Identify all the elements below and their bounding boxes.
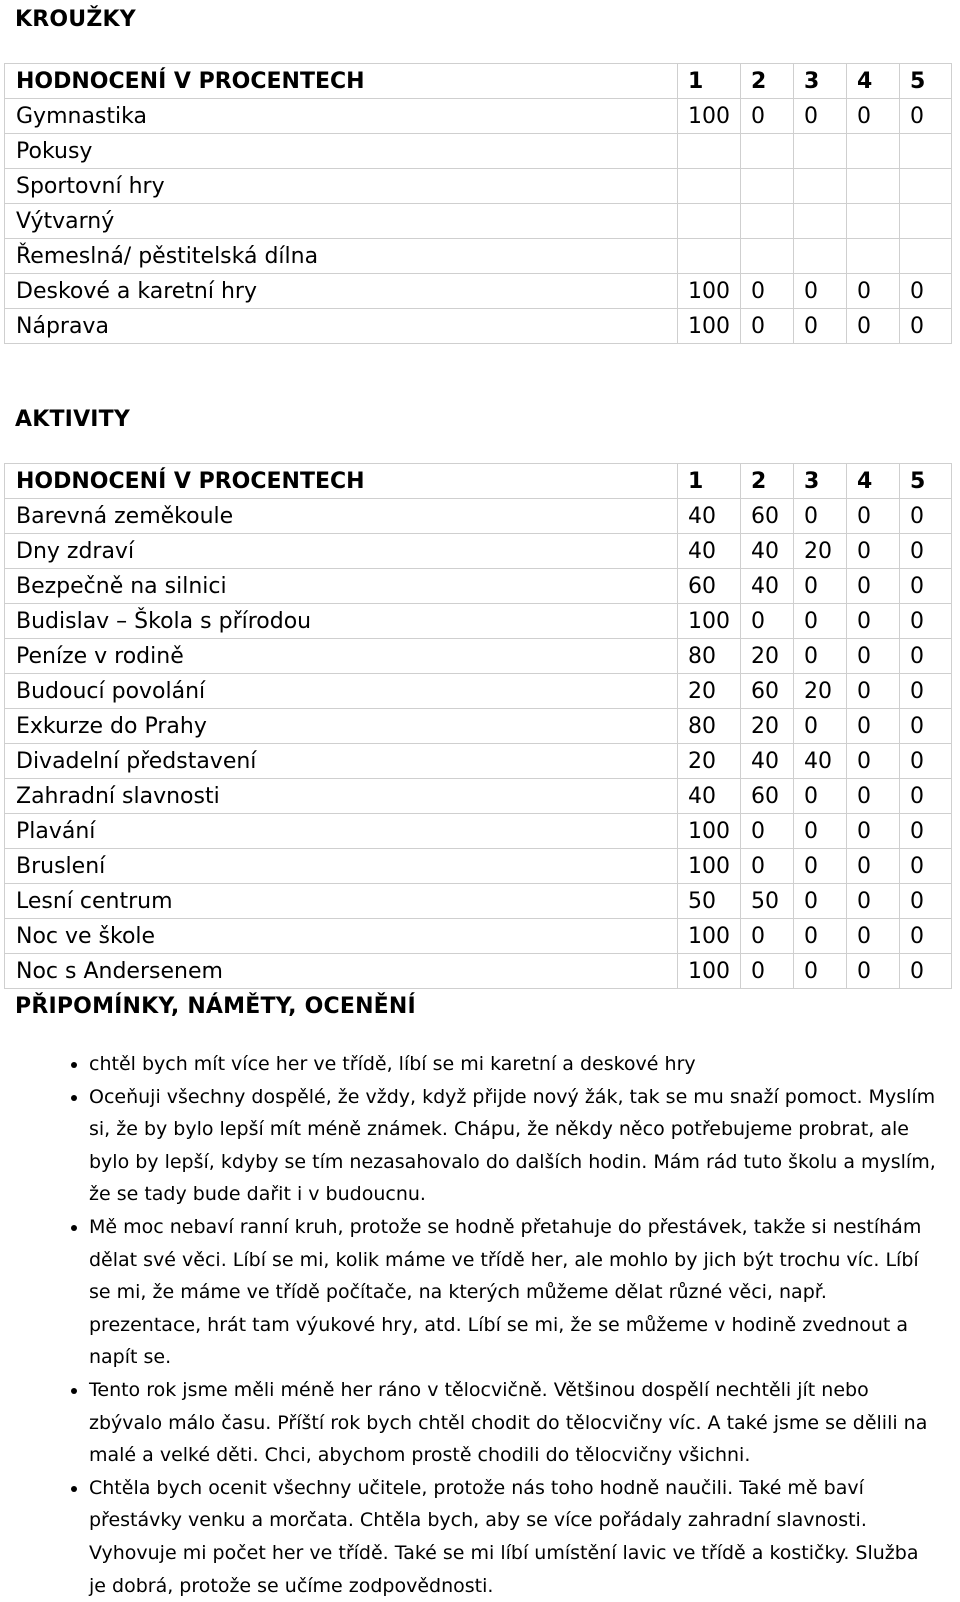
rating-cell-1: 100 xyxy=(678,99,741,134)
table-row xyxy=(5,709,952,744)
rating-cell-4: 0 xyxy=(847,309,900,344)
rating-cell-2 xyxy=(741,169,794,204)
row-label-cell: Bruslení xyxy=(5,849,678,884)
rating-cell-5 xyxy=(900,169,952,204)
row-label-cell: Peníze v rodině xyxy=(5,639,678,674)
row-label-cell: Noc s Andersenem xyxy=(5,954,678,989)
row-label-cell: Plavání xyxy=(5,814,678,849)
rating-cell-3 xyxy=(794,134,847,169)
rating-cell-3: 20 xyxy=(794,534,847,569)
aktivity-table xyxy=(4,463,952,989)
rating-cell-5: 0 xyxy=(900,604,952,639)
table-row xyxy=(5,919,952,954)
rating-cell-3: 3 xyxy=(794,64,847,99)
section-title-pripominky: PŘIPOMÍNKY, NÁMĚTY, OCENĚNÍ xyxy=(15,994,416,1019)
rating-cell-3: 0 xyxy=(794,709,847,744)
rating-cell-1 xyxy=(678,239,741,274)
list-item: • Mě moc nebaví ranní kruh, protože se hodně přetahuje do přestávek, takže si nestíhám dělat své věci. Líbí se mi, kolik máme ve třídě her, ale mohlo by jich být trochu víc. Líbí se mi, že máme ve třídě počítače, na kterých můžeme dělat různé věci, např. prezentace, hrát tam výukové hry, atd. Líbí se mi, že se můžeme v hodině zvednout a napít se. xyxy=(89,1211,940,1374)
table-row xyxy=(5,849,952,884)
rating-cell-3: 0 xyxy=(794,779,847,814)
rating-cell-2: 0 xyxy=(741,919,794,954)
row-label-cell: Řemeslná/ pěstitelská dílna xyxy=(5,239,678,274)
rating-cell-3: 0 xyxy=(794,814,847,849)
rating-cell-1: 100 xyxy=(678,849,741,884)
rating-cell-4: 0 xyxy=(847,744,900,779)
rating-cell-2: 20 xyxy=(741,709,794,744)
rating-cell-1 xyxy=(678,134,741,169)
rating-cell-1: 100 xyxy=(678,309,741,344)
rating-cell-1: 20 xyxy=(678,674,741,709)
rating-cell-3: 0 xyxy=(794,569,847,604)
section-title-krouzky: KROUŽKY xyxy=(15,7,136,32)
rating-cell-3: 40 xyxy=(794,744,847,779)
rating-cell-5: 0 xyxy=(900,744,952,779)
rating-cell-1 xyxy=(678,204,741,239)
rating-cell-1: 100 xyxy=(678,954,741,989)
rating-cell-4: 0 xyxy=(847,639,900,674)
rating-cell-2: 60 xyxy=(741,779,794,814)
rating-cell-2: 50 xyxy=(741,884,794,919)
table-row xyxy=(5,169,952,204)
table-row xyxy=(5,309,952,344)
rating-cell-5: 0 xyxy=(900,814,952,849)
rating-cell-1: 80 xyxy=(678,709,741,744)
rating-cell-5: 0 xyxy=(900,919,952,954)
rating-cell-3 xyxy=(794,239,847,274)
rating-cell-1: 20 xyxy=(678,744,741,779)
table-row xyxy=(5,674,952,709)
table-row xyxy=(5,569,952,604)
rating-cell-5: 0 xyxy=(900,779,952,814)
rating-cell-5: 0 xyxy=(900,309,952,344)
row-label-cell: Deskové a karetní hry xyxy=(5,274,678,309)
rating-cell-1: 60 xyxy=(678,569,741,604)
rating-cell-3: 0 xyxy=(794,499,847,534)
rating-cell-3: 0 xyxy=(794,639,847,674)
rating-cell-2: 0 xyxy=(741,604,794,639)
rating-cell-5: 0 xyxy=(900,274,952,309)
list-item: • chtěl bych mít více her ve třídě, líbí se mi karetní a deskové hry xyxy=(89,1048,940,1081)
rating-cell-4: 4 xyxy=(847,64,900,99)
rating-cell-2: 60 xyxy=(741,499,794,534)
rating-cell-2: 2 xyxy=(741,464,794,499)
table-row xyxy=(5,204,952,239)
rating-cell-3: 0 xyxy=(794,919,847,954)
rating-cell-2: 2 xyxy=(741,64,794,99)
rating-cell-5: 0 xyxy=(900,639,952,674)
row-label-cell: Zahradní slavnosti xyxy=(5,779,678,814)
rating-cell-5: 0 xyxy=(900,849,952,884)
row-label-cell: Noc ve škole xyxy=(5,919,678,954)
row-label-cell: Budislav – Škola s přírodou xyxy=(5,604,678,639)
rating-cell-4: 0 xyxy=(847,274,900,309)
table-header-row xyxy=(5,464,952,499)
rating-cell-1: 100 xyxy=(678,274,741,309)
header-label-cell: HODNOCENÍ V PROCENTECH xyxy=(5,464,678,499)
rating-cell-3: 0 xyxy=(794,954,847,989)
row-label-cell: Výtvarný xyxy=(5,204,678,239)
rating-cell-5: 0 xyxy=(900,569,952,604)
table-row xyxy=(5,884,952,919)
krouzky-table xyxy=(4,63,952,344)
rating-cell-4: 0 xyxy=(847,99,900,134)
row-label-cell: Budoucí povolání xyxy=(5,674,678,709)
rating-cell-5: 5 xyxy=(900,464,952,499)
rating-cell-4: 0 xyxy=(847,884,900,919)
rating-cell-1: 100 xyxy=(678,814,741,849)
row-label-cell: Pokusy xyxy=(5,134,678,169)
rating-cell-4: 4 xyxy=(847,464,900,499)
rating-cell-5: 0 xyxy=(900,99,952,134)
rating-cell-5: 0 xyxy=(900,499,952,534)
rating-cell-1: 1 xyxy=(678,464,741,499)
table-row xyxy=(5,239,952,274)
rating-cell-3: 3 xyxy=(794,464,847,499)
rating-cell-4: 0 xyxy=(847,569,900,604)
rating-cell-4: 0 xyxy=(847,534,900,569)
rating-cell-2: 40 xyxy=(741,744,794,779)
rating-cell-4 xyxy=(847,239,900,274)
table-row xyxy=(5,814,952,849)
table-row xyxy=(5,499,952,534)
rating-cell-2: 0 xyxy=(741,954,794,989)
rating-cell-5: 0 xyxy=(900,884,952,919)
table-row xyxy=(5,639,952,674)
rating-cell-4: 0 xyxy=(847,674,900,709)
rating-cell-3: 0 xyxy=(794,274,847,309)
rating-cell-3: 0 xyxy=(794,604,847,639)
rating-cell-2 xyxy=(741,239,794,274)
rating-cell-4: 0 xyxy=(847,814,900,849)
rating-cell-4: 0 xyxy=(847,604,900,639)
rating-cell-5 xyxy=(900,239,952,274)
table-row xyxy=(5,744,952,779)
rating-cell-3: 0 xyxy=(794,99,847,134)
rating-cell-5: 0 xyxy=(900,674,952,709)
rating-cell-2: 20 xyxy=(741,639,794,674)
table-header-row xyxy=(5,64,952,99)
rating-cell-3: 0 xyxy=(794,309,847,344)
rating-cell-1: 80 xyxy=(678,639,741,674)
row-label-cell: Exkurze do Prahy xyxy=(5,709,678,744)
rating-cell-1: 100 xyxy=(678,604,741,639)
rating-cell-4: 0 xyxy=(847,919,900,954)
rating-cell-1: 100 xyxy=(678,919,741,954)
table-row xyxy=(5,604,952,639)
rating-cell-1: 1 xyxy=(678,64,741,99)
rating-cell-5 xyxy=(900,204,952,239)
row-label-cell: Barevná zeměkoule xyxy=(5,499,678,534)
table-row xyxy=(5,779,952,814)
rating-cell-1: 50 xyxy=(678,884,741,919)
rating-cell-1: 40 xyxy=(678,779,741,814)
rating-cell-5: 0 xyxy=(900,534,952,569)
rating-cell-1: 40 xyxy=(678,499,741,534)
list-item: • Oceňuji všechny dospělé, že vždy, když přijde nový žák, tak se mu snaží pomoct. Myslím si, že by bylo lepší mít méně známek. Chápu, že někdy něco potřebujeme probrat, ale bylo by lepší, kdyby se tím nezasahovalo do dalších hodin. Mám rád tuto školu a myslím, že se tady bude dařit i v budoucnu. xyxy=(89,1081,940,1211)
rating-cell-2: 0 xyxy=(741,309,794,344)
rating-cell-5 xyxy=(900,134,952,169)
list-item: • Tento rok jsme měli méně her ráno v tělocvičně. Většinou dospělí nechtěli jít nebo zbývalo málo času. Příští rok bych chtěl chodit do tělocvičny víc. A také jsme se dělili na malé a velké děti. Chci, abychom prostě chodili do tělocvičny všichni. xyxy=(89,1374,940,1472)
row-label-cell: Dny zdraví xyxy=(5,534,678,569)
table-row xyxy=(5,274,952,309)
table-row xyxy=(5,134,952,169)
table-row xyxy=(5,534,952,569)
rating-cell-4 xyxy=(847,204,900,239)
header-label-cell: HODNOCENÍ V PROCENTECH xyxy=(5,64,678,99)
rating-cell-2 xyxy=(741,134,794,169)
rating-cell-4: 0 xyxy=(847,954,900,989)
rating-cell-4 xyxy=(847,169,900,204)
rating-cell-5: 0 xyxy=(900,954,952,989)
table-row xyxy=(5,99,952,134)
rating-cell-5: 5 xyxy=(900,64,952,99)
row-label-cell: Sportovní hry xyxy=(5,169,678,204)
row-label-cell: Bezpečně na silnici xyxy=(5,569,678,604)
rating-cell-1: 40 xyxy=(678,534,741,569)
rating-cell-5: 0 xyxy=(900,709,952,744)
row-label-cell: Lesní centrum xyxy=(5,884,678,919)
section-title-aktivity: AKTIVITY xyxy=(15,407,131,432)
rating-cell-4: 0 xyxy=(847,499,900,534)
rating-cell-2: 0 xyxy=(741,274,794,309)
list-item: • Chtěla bych ocenit všechny učitele, protože nás toho hodně naučili. Také mě baví přestávky venku a morčata. Chtěla bych, aby se více pořádaly zahradní slavnosti. Vyhovuje mi počet her ve třídě. Také se mi líbí umístění lavic ve třídě a kostičky. Služba je dobrá, protože se učíme zodpovědnosti. xyxy=(89,1472,940,1602)
table-row xyxy=(5,954,952,989)
rating-cell-3: 0 xyxy=(794,849,847,884)
rating-cell-3 xyxy=(794,169,847,204)
rating-cell-2: 0 xyxy=(741,849,794,884)
row-label-cell: Gymnastika xyxy=(5,99,678,134)
comments-list xyxy=(0,1048,940,1602)
rating-cell-4: 0 xyxy=(847,779,900,814)
row-label-cell: Divadelní představení xyxy=(5,744,678,779)
rating-cell-4: 0 xyxy=(847,849,900,884)
rating-cell-2: 40 xyxy=(741,534,794,569)
rating-cell-2: 0 xyxy=(741,99,794,134)
rating-cell-3: 0 xyxy=(794,884,847,919)
rating-cell-3 xyxy=(794,204,847,239)
rating-cell-3: 20 xyxy=(794,674,847,709)
rating-cell-2 xyxy=(741,204,794,239)
rating-cell-4: 0 xyxy=(847,709,900,744)
row-label-cell: Náprava xyxy=(5,309,678,344)
rating-cell-2: 0 xyxy=(741,814,794,849)
rating-cell-1 xyxy=(678,169,741,204)
rating-cell-4 xyxy=(847,134,900,169)
rating-cell-2: 40 xyxy=(741,569,794,604)
rating-cell-2: 60 xyxy=(741,674,794,709)
